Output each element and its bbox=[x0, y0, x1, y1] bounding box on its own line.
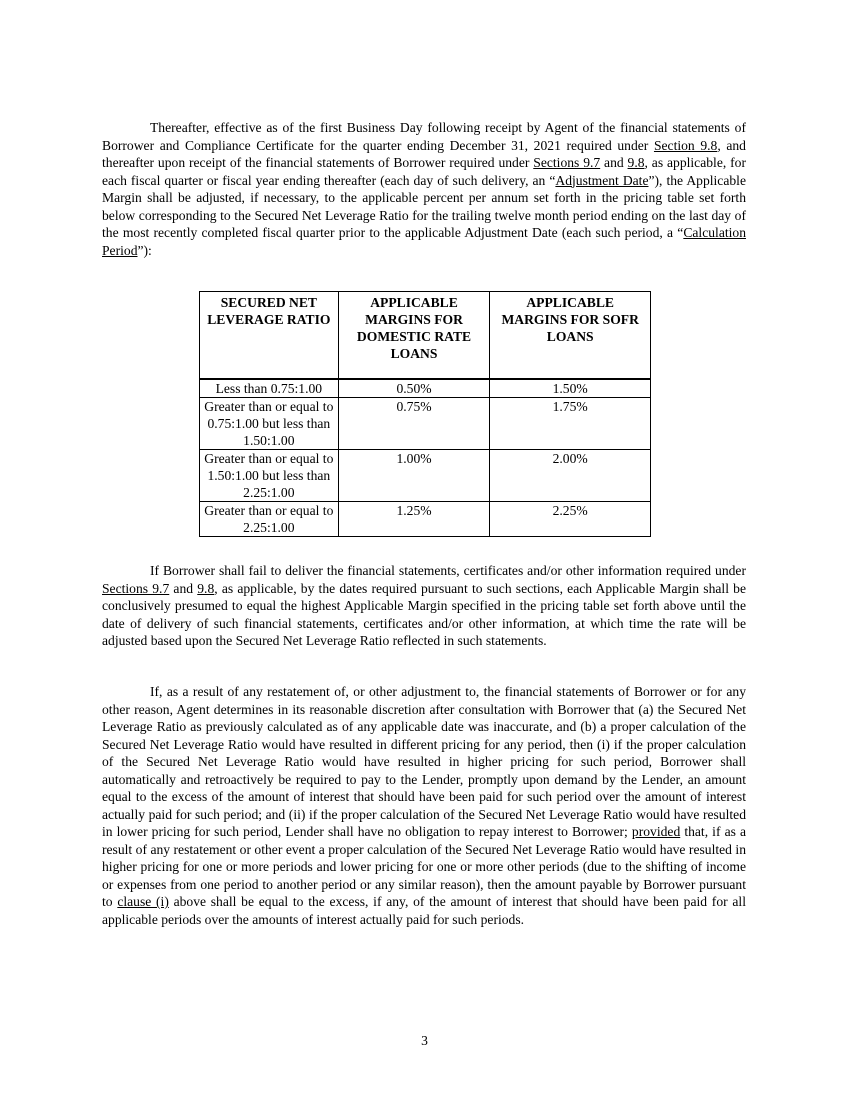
ratio-cell: Greater than or equal to 0.75:1.00 but less than 1.50:1.00 bbox=[200, 398, 339, 450]
text-run: ”), the Applicable Margin shall be adjusted, if necessary, to the applicable percent per annum set forth in the pricing table set forth below corresponding to the Secured Net Leverage Ratio for the trailing twelve month period ending on the last day of the most recently completed fiscal quarter prior to the applicable Adjustment Date (each such period, a “ bbox=[102, 172, 746, 240]
domestic-margin-cell: 0.50% bbox=[338, 379, 490, 398]
domestic-margin-cell: 1.00% bbox=[338, 450, 490, 502]
table-row bbox=[200, 450, 651, 502]
section-reference: Sections 9.7 bbox=[533, 155, 601, 170]
header-sofr-margins: APPLICABLE MARGINS FOR SOFR LOANS bbox=[490, 292, 651, 380]
text-run: , as applicable, for each fiscal quarter or fiscal year ending thereafter (each day of such delivery, an “ bbox=[102, 155, 746, 188]
defined-term: Adjustment Date bbox=[555, 172, 649, 188]
text-run: If Borrower shall fail to deliver the financial statements, certificates and/or other information required under bbox=[150, 563, 746, 578]
header-domestic-rate-margins: APPLICABLE MARGINS FOR DOMESTIC RATE LOANS bbox=[338, 292, 490, 380]
ratio-cell: Greater than or equal to 2.25:1.00 bbox=[200, 502, 339, 537]
sofr-margin-cell: 1.75% bbox=[490, 398, 651, 450]
table-row bbox=[200, 398, 651, 450]
paragraph-adjustment-date bbox=[102, 119, 746, 259]
paragraph-failure-to-deliver bbox=[102, 562, 746, 650]
pricing-table-header-row bbox=[200, 292, 651, 380]
defined-term: provided bbox=[631, 824, 681, 839]
header-secured-net-leverage-ratio: SECURED NET LEVERAGE RATIO bbox=[200, 292, 339, 380]
section-reference: 9.8 bbox=[197, 580, 215, 596]
sofr-margin-cell: 1.50% bbox=[490, 379, 651, 398]
text-run: that, if as a result of any restatement or other event a proper calculation of the Secured Net Leverage Ratio would have resulted in higher pricing for one or more periods and lower pricing for one or more other periods (due to the shifting of income or expenses from one period to another period or any similar reason), then the amount payable by Borrower pursuant to bbox=[102, 824, 746, 909]
ratio-cell: Greater than or equal to 1.50:1.00 but less than 2.25:1.00 bbox=[200, 450, 339, 502]
text-run: Thereafter, effective as of the first Business Day following receipt by Agent of the financial statements of Borrower and Compliance Certificate for the quarter ending December 31, 2021 required under bbox=[102, 120, 746, 153]
text-run: , and thereafter upon receipt of the financial statements of Borrower required under bbox=[102, 137, 746, 170]
defined-term: Calculation Period bbox=[102, 225, 746, 258]
text-run: If, as a result of any restatement of, or other adjustment to, the financial statements of Borrower or for any other reason, Agent determines in its reasonable discretion after consultation with Borrower that (a) the Secured Net Leverage Ratio as previously calculated as of any applicable date was inaccurate, and (b) a proper calculation of the Secured Net Leverage Ratio would have resulted in different pricing for any period, then (i) if the proper calculation of the Secured Net Leverage Ratio would have resulted in higher pricing for such period, Borrower shall automatically and retroactively be required to pay to the Lender, promptly upon demand by the Lender, an amount equal to the excess of the amount of interest that should have been paid for such period over the amount of interest actually paid for such period; and (ii) if the proper calculation of the Secured Net Leverage Ratio would have resulted in lower pricing for such period, Lender shall have no obligation to repay interest to Borrower; bbox=[102, 684, 746, 839]
text-run: , as applicable, by the dates required pursuant to such sections, each Applicable Margin shall be conclusively presumed to equal the highest Applicable Margin specified in the pricing table set forth above until the date of delivery of such financial statements, certificates and/or other information, at which time the rate will be adjusted based upon the Secured Net Leverage Ratio reflected in such statements. bbox=[102, 580, 746, 648]
page-number: 3 bbox=[421, 1033, 428, 1048]
clause-reference: clause (i) bbox=[117, 894, 169, 909]
text-run: ”): bbox=[137, 242, 152, 258]
section-reference: Section 9.8 bbox=[653, 137, 718, 153]
table-row bbox=[200, 379, 651, 398]
section-reference: Sections 9.7 bbox=[102, 580, 170, 596]
table-row bbox=[200, 502, 651, 537]
domestic-margin-cell: 0.75% bbox=[338, 398, 490, 450]
pricing-table bbox=[199, 291, 651, 537]
section-reference: 9.8 bbox=[627, 155, 645, 170]
text-run: above shall be equal to the excess, if any, of the amount of interest that should have been paid for all applicable periods over the amounts of interest actually paid for such periods. bbox=[102, 894, 746, 927]
text-run: and bbox=[169, 580, 198, 596]
sofr-margin-cell: 2.25% bbox=[490, 502, 651, 537]
sofr-margin-cell: 2.00% bbox=[490, 450, 651, 502]
paragraph-restatement bbox=[102, 683, 746, 928]
text-run: and bbox=[600, 155, 628, 170]
ratio-cell: Less than 0.75:1.00 bbox=[200, 379, 339, 398]
domestic-margin-cell: 1.25% bbox=[338, 502, 490, 537]
